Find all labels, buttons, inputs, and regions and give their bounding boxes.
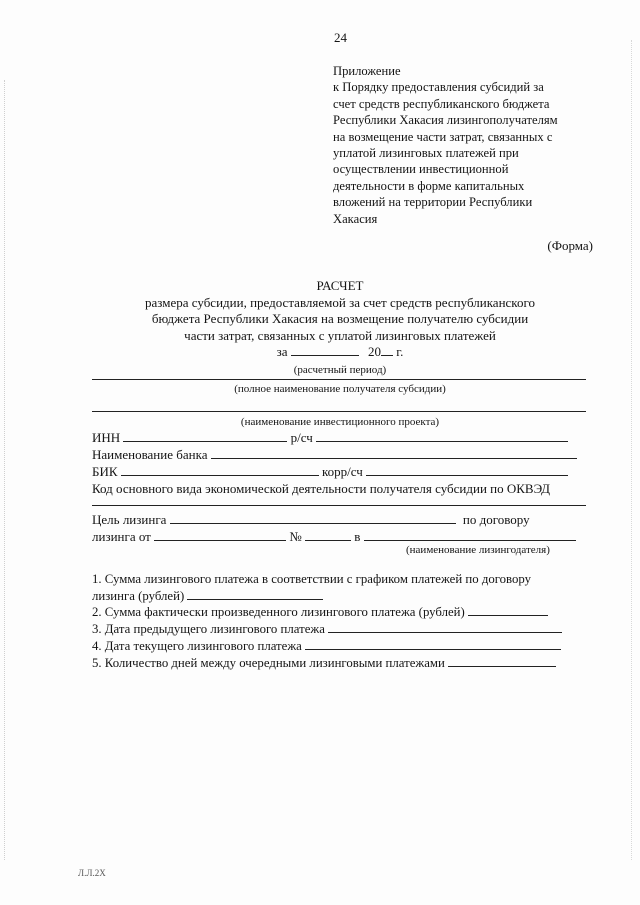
item-4-label: 4. Дата текущего лизингового платежа (92, 639, 302, 653)
inn-row (92, 430, 568, 446)
corr-field[interactable] (366, 464, 568, 476)
scan-margin-right (631, 40, 632, 860)
item-2-field[interactable] (468, 604, 548, 616)
item-1-line-2: лизинга (рублей) (92, 589, 185, 603)
appendix-line: счет средств республиканского бюджета (333, 96, 550, 111)
appendix-block (333, 63, 603, 227)
recipient-caption: (полное наименование получателя субсидии) (234, 383, 446, 395)
form-label: (Форма) (547, 238, 593, 253)
appendix-line: Республики Хакасия лизингополучателям (333, 113, 558, 128)
page-number: 24 (334, 30, 347, 45)
item-3-field[interactable] (328, 621, 562, 633)
purpose-row (92, 512, 530, 528)
period-blank[interactable] (291, 345, 359, 356)
contract-label: по договору (462, 512, 530, 527)
item-1-row (92, 588, 323, 604)
scan-margin-left (4, 80, 5, 860)
period-caption: (расчетный период) (293, 364, 387, 376)
recipient-name-line[interactable] (92, 379, 586, 380)
item-5-field[interactable] (448, 655, 556, 667)
account-label: р/сч (290, 430, 313, 445)
leasing-from-row (92, 529, 576, 545)
inn-field[interactable] (123, 430, 287, 442)
lessor-caption: (наименование лизингодателя) (406, 544, 550, 556)
appendix-line: на возмещение части затрат, связанных с (333, 129, 553, 144)
bank-label: Наименование банка (92, 447, 208, 462)
appendix-line: деятельности в форме капитальных (333, 178, 525, 193)
period-suffix: г. (396, 344, 404, 359)
item-4-row (92, 638, 561, 654)
leasing-date-field[interactable] (154, 529, 286, 541)
corr-label: корр/сч (322, 464, 363, 479)
item-3-label: 3. Дата предыдущего лизингового платежа (92, 622, 325, 636)
project-caption: (наименование инвестиционного проекта) (240, 416, 440, 428)
appendix-line: вложений на территории Республики (333, 195, 533, 210)
appendix-line: осуществлении инвестиционной (333, 162, 509, 177)
inn-label: ИНН (92, 430, 121, 445)
appendix-line: Хакасия (333, 211, 378, 226)
okved-line[interactable] (92, 505, 586, 506)
item-2-row (92, 604, 548, 620)
year-blank[interactable] (381, 345, 393, 356)
bik-field[interactable] (121, 464, 319, 476)
bank-field[interactable] (211, 447, 577, 459)
item-1-line-1: 1. Сумма лизингового платежа в соответствии с графиком платежей по договору (92, 572, 532, 586)
number-label: № (289, 529, 302, 544)
period-row (90, 344, 590, 362)
item-4-field[interactable] (305, 638, 561, 650)
appendix-line: уплатой лизинговых платежей при (333, 146, 519, 161)
document-title: РАСЧЕТ (316, 278, 364, 293)
period-prefix: за (276, 344, 288, 359)
footer-mark: Л.Л.2Х (78, 868, 106, 878)
item-5-row (92, 655, 556, 671)
purpose-label: Цель лизинга (92, 512, 167, 527)
account-field[interactable] (316, 430, 568, 442)
project-name-line[interactable] (92, 411, 586, 412)
item-1-field[interactable] (187, 588, 323, 600)
item-5-label: 5. Количество дней между очередными лизинговыми платежами (92, 656, 445, 670)
title-line: бюджета Республики Хакасия на возмещение получателю субсидии (151, 311, 529, 326)
title-line: части затрат, связанных с уплатой лизинговых платежей (184, 327, 496, 343)
item-3-row (92, 621, 562, 637)
okved-label: Код основного вида экономической деятельности получателя субсидии по ОКВЭД (92, 481, 550, 496)
period-year: 20 (368, 344, 382, 359)
bik-label: БИК (92, 464, 118, 479)
appendix-line: Приложение (333, 64, 401, 78)
lessor-field[interactable] (364, 529, 576, 541)
appendix-line: к Порядку предоставления субсидий за (333, 80, 544, 95)
bik-row (92, 464, 568, 480)
bank-row (92, 447, 577, 463)
contract-number-field[interactable] (305, 529, 351, 541)
in-label: в (354, 529, 361, 544)
title-line: размера субсидии, предоставляемой за счет средств республиканского (145, 294, 535, 310)
title-block (90, 278, 590, 379)
leasing-from-label: лизинга от (92, 529, 151, 544)
item-2-label: 2. Сумма фактически произведенного лизингового платежа (рублей) (92, 605, 465, 619)
purpose-field[interactable] (170, 512, 456, 524)
